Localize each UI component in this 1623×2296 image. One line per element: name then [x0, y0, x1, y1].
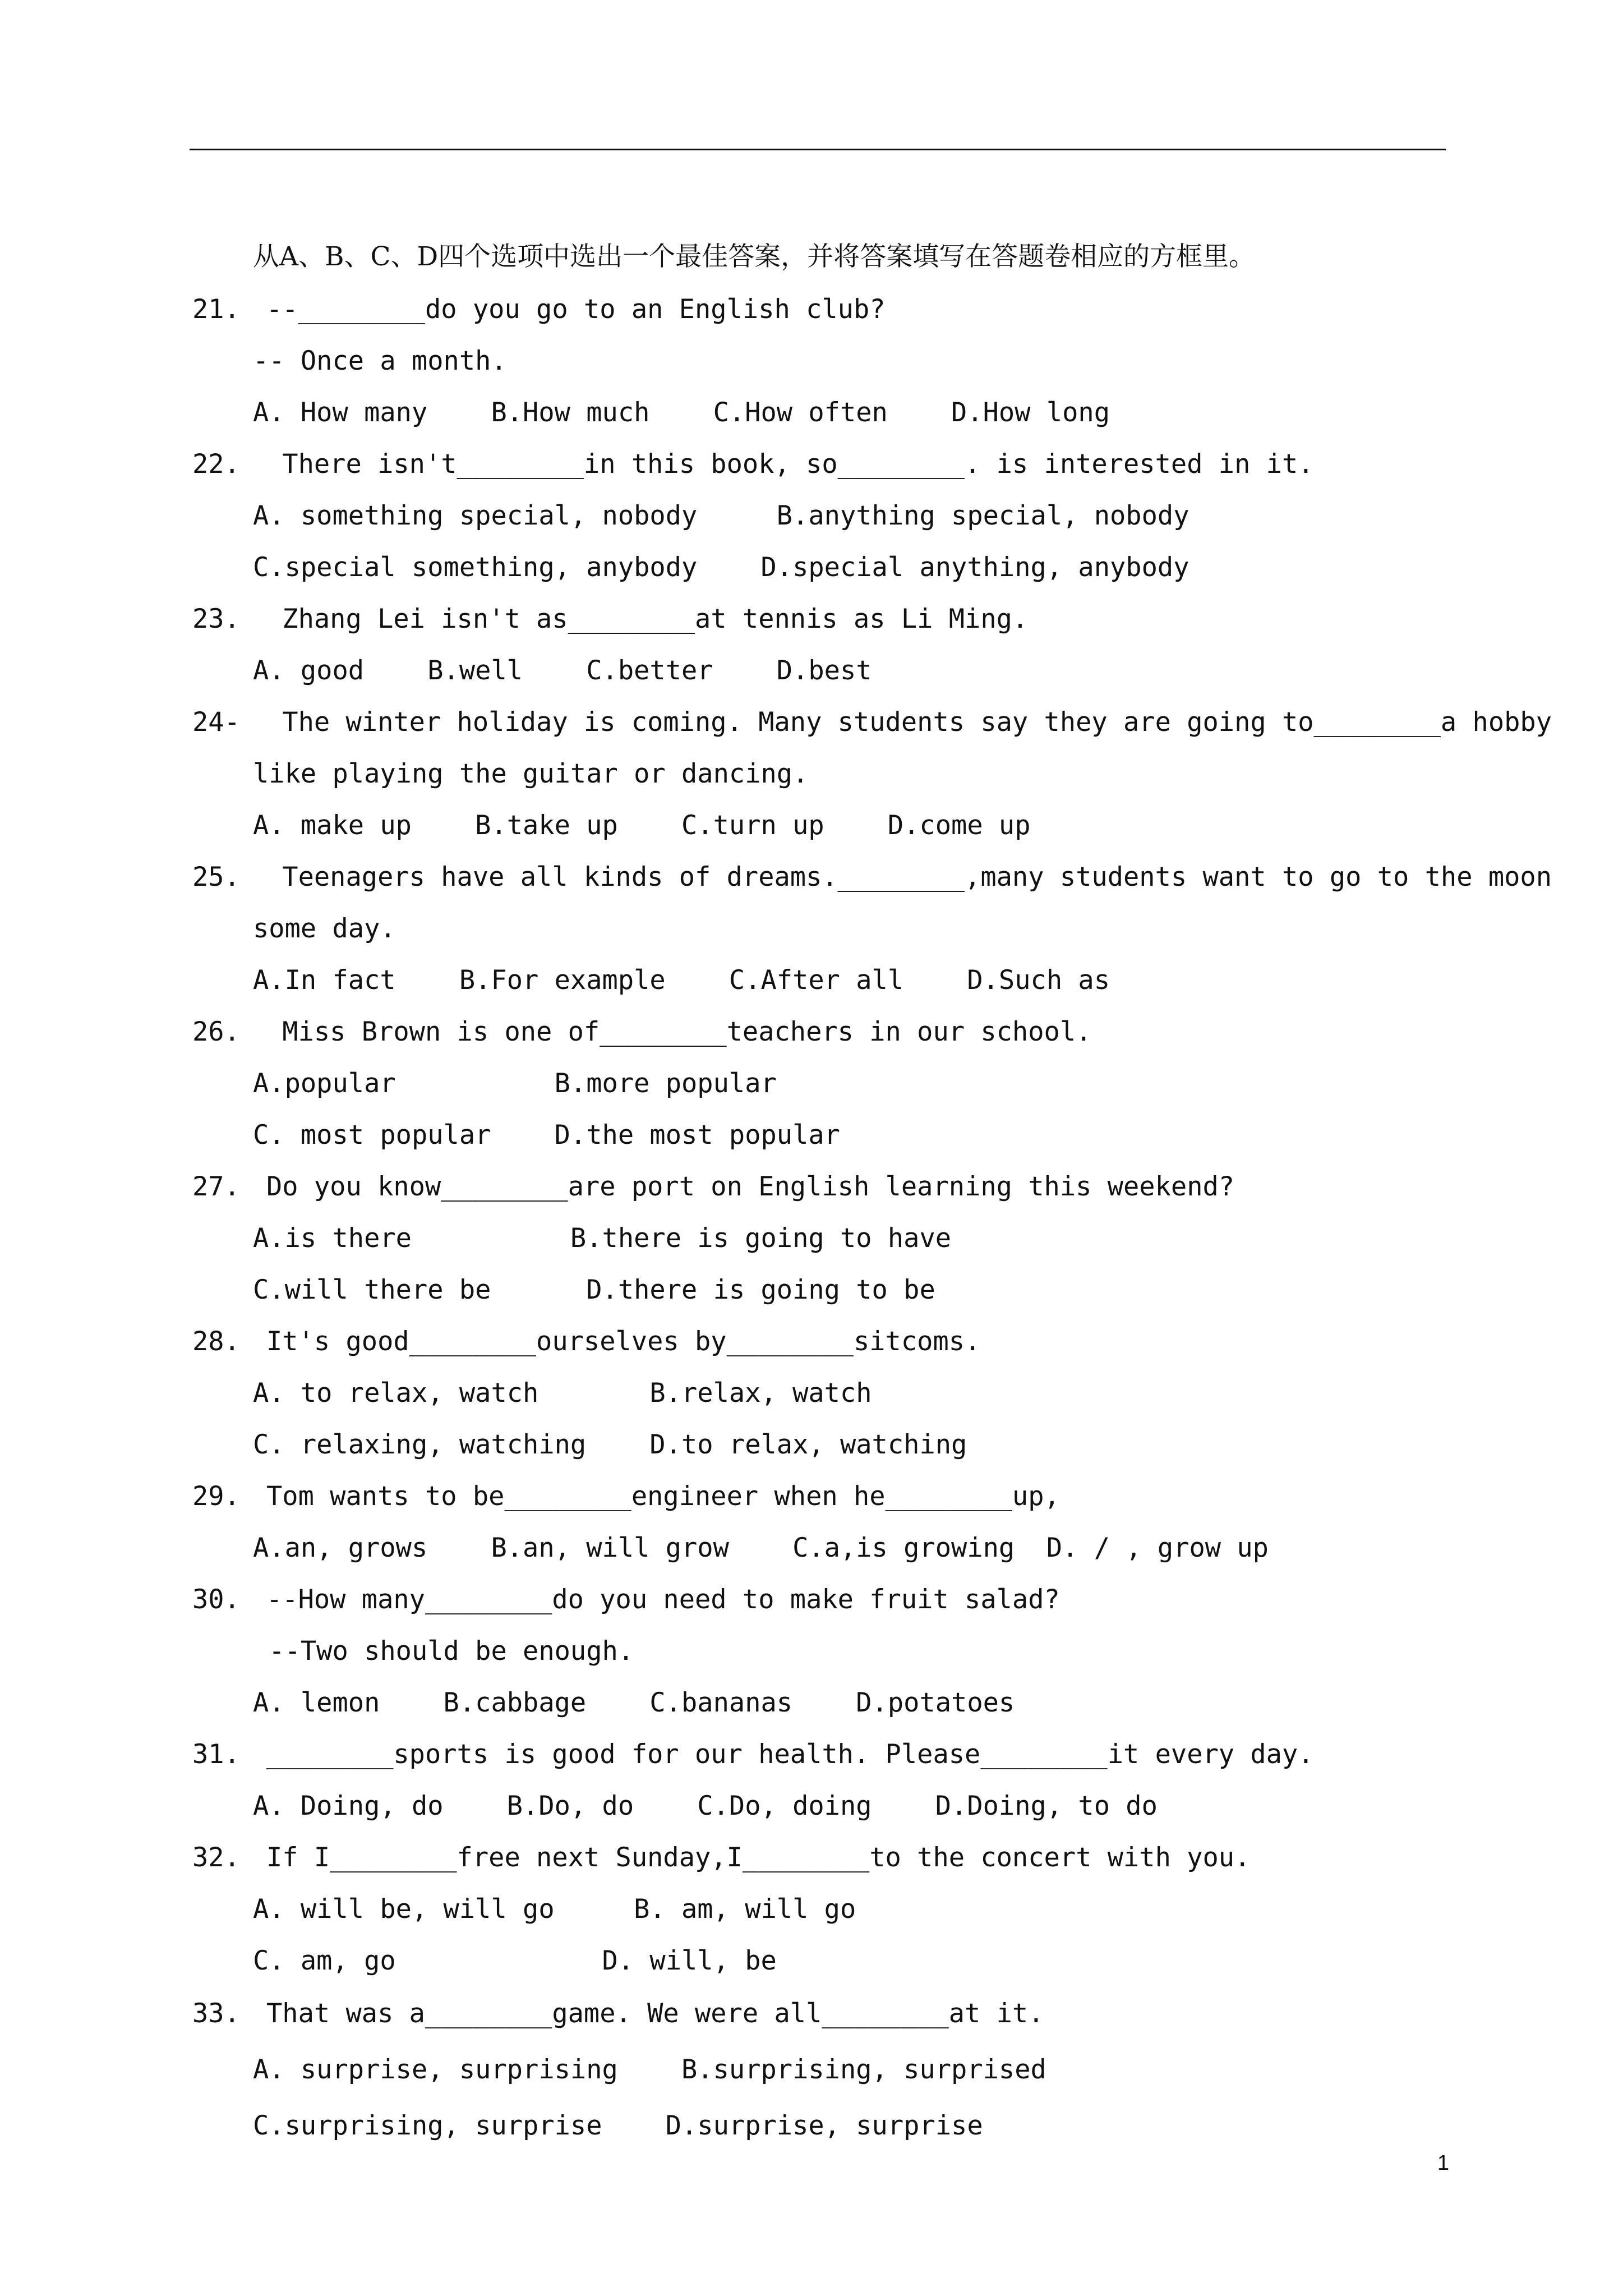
- answer-options: A. surprise, surprising B.surprising, surprised: [253, 2054, 1046, 2085]
- answer-options: A. make up B.take up C.turn up D.come up: [253, 810, 1031, 841]
- answer-options: C. relaxing, watching D.to relax, watching: [253, 1429, 967, 1460]
- answer-options: A. something special, nobody B.anything special, nobody: [253, 500, 1189, 531]
- question-text: some day.: [253, 913, 396, 944]
- answer-options: A. Doing, do B.Do, do C.Do, doing D.Doing, to do: [253, 1791, 1158, 1821]
- answer-options: A.is there B.there is going to have: [253, 1223, 952, 1254]
- question-text: -- Once a month.: [253, 346, 507, 376]
- question-number: 21.: [192, 294, 240, 325]
- answer-options: A. lemon B.cabbage C.bananas D.potatoes: [253, 1687, 1015, 1718]
- answer-options: C. most popular D.the most popular: [253, 1120, 840, 1151]
- question-number: 25.: [192, 862, 240, 892]
- question-text: --How many________do you need to make fruit salad?: [266, 1584, 1060, 1615]
- answer-options: A. to relax, watch B.relax, watch: [253, 1378, 872, 1409]
- page-number: 1: [1437, 2151, 1449, 2175]
- answer-options: C.special something, anybody D.special anything, anybody: [253, 552, 1189, 583]
- question-number: 30.: [192, 1584, 240, 1615]
- question-text: Tom wants to be________engineer when he________up,: [266, 1481, 1060, 1512]
- answer-options: A.In fact B.For example C.After all D.Such as: [253, 965, 1110, 996]
- question-text: That was a________game. We were all________at it.: [266, 1998, 1044, 2029]
- question-number: 32.: [192, 1842, 240, 1873]
- question-text: like playing the guitar or dancing.: [253, 758, 809, 789]
- question-number: 27.: [192, 1171, 240, 1202]
- instruction-text: 从A、B、C、D四个选项中选出一个最佳答案，并将答案填写在答题卷相应的方框里。: [253, 241, 1256, 272]
- answer-options: A. good B.well C.better D.best: [253, 655, 872, 686]
- answer-options: A.an, grows B.an, will grow C.a,is growing D. / , grow up: [253, 1533, 1269, 1563]
- question-text: It's good________ourselves by________sitcoms.: [266, 1326, 981, 1357]
- question-number: 23.: [192, 604, 240, 634]
- question-number: 26.: [192, 1016, 240, 1047]
- question-number: 28.: [192, 1326, 240, 1357]
- question-text: Miss Brown is one of________teachers in our school.: [266, 1016, 1092, 1047]
- question-text: There isn't________in this book, so________. is interested in it.: [266, 449, 1314, 480]
- question-number: 29.: [192, 1481, 240, 1512]
- header-rule: [190, 149, 1446, 150]
- question-text: The winter holiday is coming. Many students say they are going to________a hobby: [266, 707, 1552, 738]
- answer-options: A. How many B.How much C.How often D.How long: [253, 397, 1110, 428]
- answer-options: C. am, go D. will, be: [253, 1945, 777, 1976]
- answer-options: C.surprising, surprise D.surprise, surprise: [253, 2110, 983, 2141]
- question-number: 22.: [192, 449, 240, 480]
- answer-options: A.popular B.more popular: [253, 1068, 777, 1099]
- question-text: If I________free next Sunday,I________to the concert with you.: [266, 1842, 1251, 1873]
- question-text: Zhang Lei isn't as________at tennis as Li Ming.: [266, 604, 1029, 634]
- question-text: --Two should be enough.: [253, 1636, 634, 1667]
- question-text: ________sports is good for our health. Please________it every day.: [266, 1739, 1314, 1770]
- question-text: Teenagers have all kinds of dreams.________,many students want to go to the moon: [266, 862, 1552, 892]
- answer-options: A. will be, will go B. am, will go: [253, 1894, 856, 1925]
- question-number: 24-: [192, 707, 240, 738]
- question-number: 33.: [192, 1998, 240, 2029]
- question-text: Do you know________are port on English learning this weekend?: [266, 1171, 1235, 1202]
- answer-options: C.will there be D.there is going to be: [253, 1274, 935, 1305]
- question-text: --________do you go to an English club?: [266, 294, 886, 325]
- question-number: 31.: [192, 1739, 240, 1770]
